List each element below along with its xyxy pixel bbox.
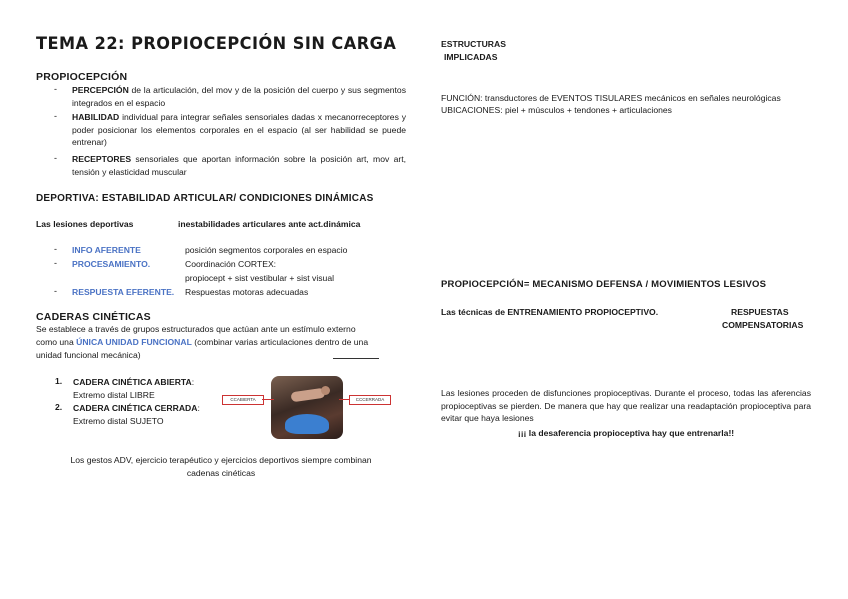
cadena-cerrada-term: CADERA CINÉTICA CERRADA: [73,403,200,413]
respuestas-label-1: RESPUESTAS [731,307,789,317]
lesiones-paragraph: Las lesiones proceden de disfunciones propioceptivas. Durante el proceso, todas las aferencias propioceptivas se pierden. De manera que hay que realizar una readaptación propioceptiva para evitar que haya lesiones [441,388,811,424]
cadenas-footer-1: Los gestos ADV, ejercicio terapéutico y ejercicios deportivos siempre combinan [70,455,372,465]
bullet-dash: - [54,111,57,121]
section-heading-propiocepcion: PROPIOCEPCIÓN [36,71,128,83]
underline-divider [333,358,379,359]
lesiones-result: inestabilidades articulares ante act.dinámica [178,219,361,229]
cadenas-intro-1: Se establece a través de grupos estructurados que actúan ante un estímulo externo [36,324,356,334]
desaferencia-text: ¡¡¡ la desaferencia propioceptiva hay que entrenarla!! [517,428,735,438]
propio-item-percepcion: PERCEPCIÓN de la articulación, del mov y de la posición del cuerpo y sus segmentos integrados en el espacio [72,85,406,108]
page-title: TEMA 22: PROPIOCEPCIÓN SIN CARGA [36,34,397,54]
info-aferente-text: posición segmentos corporales en espacio [185,245,348,255]
propio-item-habilidad: HABILIDAD individual para integrar señales sensoriales dadas x mecanorreceptores y poder posicionar los elementos corporales en el espacio (al ser habilidad se puede entrenar) [72,112,406,148]
bullet-dash: - [54,153,57,163]
section-heading-deportiva: DEPORTIVA: ESTABILIDAD ARTICULAR/ CONDICIONES DINÁMICAS [36,193,374,204]
exercise-photo [271,376,343,439]
procesamiento-text: Coordinación CORTEX: [185,259,277,269]
procesamiento-label: PROCESAMIENTO. [72,259,151,269]
info-aferente-label: INFO AFERENTE [72,245,141,255]
label-cccerrada: CCCERRADA [349,395,391,405]
cadena-abierta-term: CADERA CINÉTICA ABIERTA: [73,377,195,387]
propio-item-receptores: RECEPTORES sensoriales que aportan información sobre la posición art, mov art, tensión y elasticidad muscular [72,154,406,177]
cadenas-intro-3: unidad funcional mecánica) [36,350,141,360]
tecnicas-text: Las técnicas de ENTRENAMIENTO PROPIOCEPTIVO. [441,307,659,317]
respuesta-eferente-label: RESPUESTA EFERENTE. [72,287,175,297]
ubicaciones-text: UBICACIONES: piel + músculos + tendones + articulaciones [441,105,672,115]
cadena-cerrada-text: Extremo distal SUJETO [73,416,164,426]
lesiones-label: Las lesiones deportivas [36,219,134,229]
mecanismo-heading: PROPIOCEPCIÓN= MECANISMO DEFENSA / MOVIMIENTOS LESIVOS [441,279,767,290]
cadenas-intro-2: como una ÚNICA UNIDAD FUNCIONAL (combinar varias articulaciones dentro de una [36,337,369,347]
procesamiento-text2: propiocept + sist vestibular + sist visual [185,273,335,283]
cadenas-footer-2: cadenas cinéticas [186,468,256,478]
person-head-shape [321,386,330,395]
estructuras-label-2: IMPLICADAS [444,52,498,62]
funcion-text: FUNCIÓN: transductores de EVENTOS TISULARES mecánicos en señales neurológicas [441,93,781,103]
cadena-abierta-text: Extremo distal LIBRE [73,390,155,400]
respuesta-eferente-text: Respuestas motoras adecuadas [185,287,309,297]
arrow-line-left [262,399,274,400]
list-number: 2. [55,402,63,412]
bullet-dash: - [54,84,57,94]
bosu-ball-shape [285,414,329,434]
label-ccabierta: CCABIERTA [222,395,264,405]
bullet-dash: - [54,286,57,296]
bullet-dash: - [54,244,57,254]
arrow-line-right [339,399,349,400]
list-number: 1. [55,376,63,386]
respuestas-label-2: COMPENSATORIAS [722,320,804,330]
section-heading-cadenas: CADERAS CINÉTICAS [36,311,151,323]
bullet-dash: - [54,258,57,268]
estructuras-label-1: ESTRUCTURAS [441,39,506,49]
